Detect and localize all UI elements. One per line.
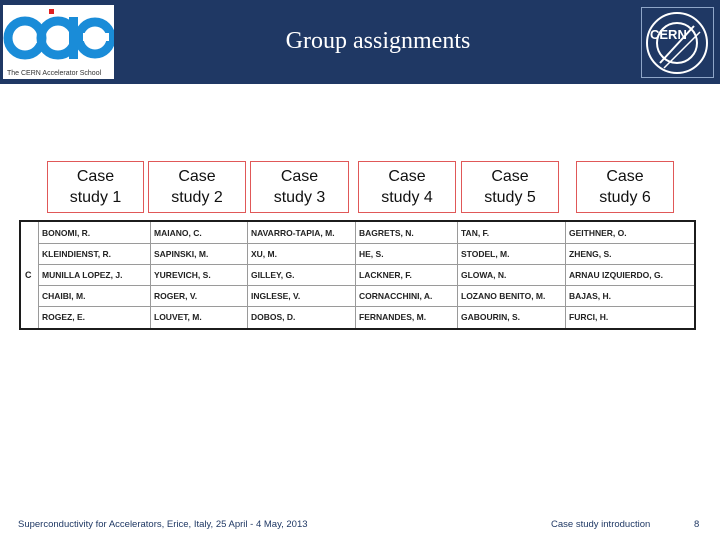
case-study-6-box [576, 161, 674, 213]
table-cell: FERNANDES, M. [359, 312, 427, 322]
table-cell: GABOURIN, S. [461, 312, 521, 322]
table-cell: MUNILLA LOPEZ, J. [42, 270, 123, 280]
cern-logo-text: CERN [650, 27, 687, 42]
table-cell: CORNACCHINI, A. [359, 291, 433, 301]
table-cell: LOZANO BENITO, M. [461, 291, 546, 301]
table-cell: LOUVET, M. [154, 312, 202, 322]
case-study-number: study 4 [381, 189, 433, 206]
case-study-number: study 2 [171, 189, 223, 206]
table-cell: LACKNER, F. [359, 270, 412, 280]
table-cell: HE, S. [359, 249, 384, 259]
case-study-4-box [358, 161, 456, 213]
case-study-label: Case [280, 168, 319, 185]
cern-logo-icon [642, 8, 713, 77]
table-cell: GEITHNER, O. [569, 228, 627, 238]
case-study-label: Case [491, 168, 529, 185]
assignment-table [19, 220, 696, 330]
table-cell: GILLEY, G. [251, 270, 295, 280]
group-label: C [25, 270, 32, 280]
table-cell: TAN, F. [461, 228, 490, 238]
header-bar [0, 0, 720, 84]
table-cell: KLEINDIENST, R. [42, 249, 111, 259]
table-cell: XU, M. [251, 249, 277, 259]
table-cell: CHAIBI, M. [42, 291, 86, 301]
case-study-label: Case [178, 168, 216, 185]
case-study-number: study 3 [273, 189, 326, 206]
table-cell: ROGEZ, E. [42, 312, 85, 322]
case-study-number: study 5 [484, 189, 536, 206]
footer-section-title: Case study introduction [551, 519, 651, 530]
table-cell: GLOWA, N. [461, 270, 507, 280]
case-study-label: Case [388, 168, 426, 185]
case-study-number: study 6 [599, 189, 651, 206]
page-title: Group assignments [285, 28, 471, 54]
cas-logo-caption: The CERN Accelerator School [7, 70, 102, 77]
table-cell: DOBOS, D. [251, 312, 296, 322]
table-cell: YUREVICH, S. [154, 270, 211, 280]
table-cell: MAIANO, C. [154, 228, 202, 238]
table-cell: ROGER, V. [154, 291, 198, 301]
page-number: 8 [694, 519, 700, 530]
table-cell: BAJAS, H. [569, 291, 612, 301]
case-study-label: Case [606, 168, 644, 185]
table-cell: NAVARRO-TAPIA, M. [251, 228, 335, 238]
table-cell: BAGRETS, N. [359, 228, 414, 238]
table-cell: INGLESE, V. [251, 291, 301, 301]
case-study-5-box [461, 161, 559, 213]
table-cell: BONOMI, R. [42, 228, 91, 238]
table-cell: ZHENG, S. [569, 249, 612, 259]
assignment-table-body [21, 222, 694, 328]
cern-logo [641, 7, 714, 78]
footer-event-info: Superconductivity for Accelerators, Erice, Italy, 25 April - 4 May, 2013 [18, 519, 308, 530]
table-cell: ARNAU IZQUIERDO, G. [569, 270, 663, 280]
case-study-label: Case [76, 168, 115, 185]
case-study-number: study 1 [69, 189, 122, 206]
table-cell: STODEL, M. [461, 249, 510, 259]
table-cell: SAPINSKI, M. [154, 249, 209, 259]
case-study-2-box [148, 161, 246, 213]
case-study-1-box [47, 161, 144, 213]
table-cell: FURCI, H. [569, 312, 609, 322]
case-study-3-box [250, 161, 349, 213]
